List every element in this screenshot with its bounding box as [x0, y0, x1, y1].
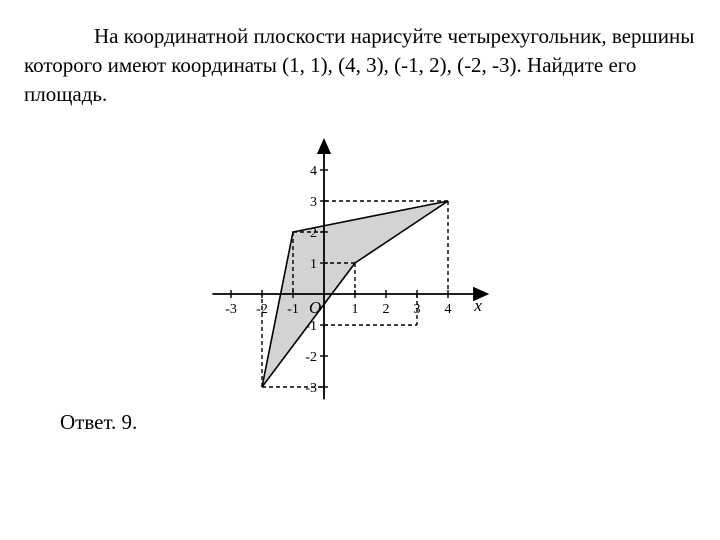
x-tick-label: -3	[225, 302, 237, 317]
y-tick-label: -2	[305, 350, 317, 365]
x-tick-label: 2	[382, 302, 390, 317]
y-tick-label: 1	[310, 257, 317, 272]
x-tick-label: 4	[444, 302, 452, 317]
problem-text: На координатной плоскости нарисуйте четырехугольник, вершины которого имеют координаты (1, 1), (4, 3), (-1, 2), (-2, -3). Найдите его площадь.	[24, 24, 695, 106]
problem-statement	[24, 22, 704, 109]
answer: Ответ. 9.	[60, 410, 138, 434]
x-tick-label: 3	[413, 302, 421, 317]
coordinate-plane	[210, 138, 510, 408]
y-tick-label: 4	[310, 164, 317, 179]
x-tick-label: -2	[256, 302, 268, 317]
y-tick-label: 3	[310, 195, 317, 210]
origin-label: O	[309, 298, 322, 317]
x-tick-label: -1	[287, 302, 299, 317]
x-tick-label: 1	[351, 302, 359, 317]
y-tick-label: 2	[310, 226, 317, 241]
y-tick-label: -3	[305, 381, 317, 396]
x-axis-label: x	[474, 296, 482, 315]
coordinate-figure	[210, 138, 510, 408]
y-tick-label: -1	[305, 319, 317, 334]
